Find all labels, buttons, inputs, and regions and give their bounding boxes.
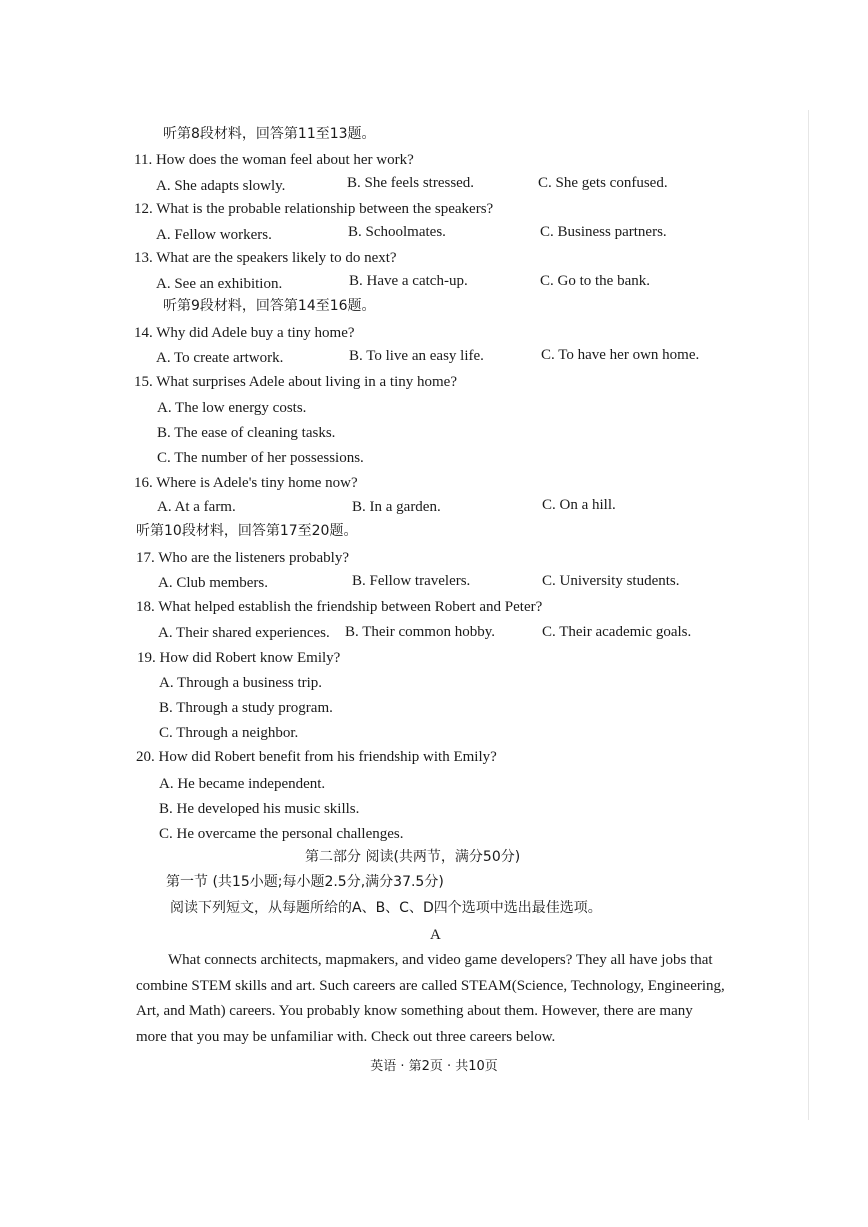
question-18-option-b: B. Their common hobby. [345,624,495,640]
question-18-stem: 18. What helped establish the friendship between Robert and Peter? [136,599,543,615]
passage-label: A [430,927,441,943]
question-15-option-b: B. The ease of cleaning tasks. [157,425,336,441]
question-18-option-a: A. Their shared experiences. [158,625,330,641]
question-17-option-b: B. Fellow travelers. [352,573,471,589]
reading-instructions: 阅读下列短文，从每题所给的A、B、C、D四个选项中选出最佳选项。 [170,900,602,916]
question-12-option-c: C. Business partners. [540,224,667,240]
question-15-option-c: C. The number of her possessions. [157,450,364,466]
scan-edge [808,110,809,1120]
question-14-option-c: C. To have her own home. [541,347,700,363]
passage-line: Art, and Math) careers. You probably know something about them. However, there are many [136,1003,693,1019]
passage-line: more that you may be unfamiliar with. Check out three careers below. [136,1028,556,1045]
question-11-option-c: C. She gets confused. [538,175,668,191]
question-14-option-b: B. To live an easy life. [349,348,484,364]
question-15-stem: 15. What surprises Adele about living in a tiny home? [134,374,457,390]
question-20-option-c: C. He overcame the personal challenges. [159,826,404,842]
question-16-option-a: A. At a farm. [157,499,236,515]
section-10-heading: 听第10段材料，回答第17至20题。 [136,523,358,539]
question-15-option-a: A. The low energy costs. [157,400,307,416]
question-12-option-b: B. Schoolmates. [348,224,446,240]
question-11-option-b: B. She feels stressed. [347,175,475,191]
question-13-option-a: A. See an exhibition. [156,276,283,292]
question-17-stem: 17. Who are the listeners probably? [136,550,349,566]
section-9-heading: 听第9段材料，回答第14至16题。 [163,298,376,314]
section-1-title: 第一节 (共15小题;每小题2.5分,满分37.5分) [166,874,444,890]
passage-line: combine STEM skills and art. Such careers are called STEAM(Science, Technology, Engineering, [136,977,725,994]
question-11-option-a: A. She adapts slowly. [156,178,286,194]
page-footer: 英语 · 第2页 · 共10页 [370,1059,498,1074]
question-18-option-c: C. Their academic goals. [542,624,692,640]
question-16-option-c: C. On a hill. [542,497,616,513]
section-8-heading: 听第8段材料，回答第11至13题。 [163,126,376,142]
question-20-option-b: B. He developed his music skills. [159,801,360,817]
question-19-option-b: B. Through a study program. [159,700,333,716]
question-12-stem: 12. What is the probable relationship between the speakers? [134,201,494,217]
question-16-stem: 16. Where is Adele's tiny home now? [134,475,358,491]
question-20-stem: 20. How did Robert benefit from his friendship with Emily? [136,749,497,765]
question-13-option-b: B. Have a catch-up. [349,273,468,289]
question-13-stem: 13. What are the speakers likely to do next? [134,250,397,266]
question-19-option-c: C. Through a neighbor. [159,725,299,741]
question-17-option-c: C. University students. [542,573,680,589]
passage-line: What connects architects, mapmakers, and video game developers? They all have jobs that [168,952,713,968]
question-20-option-a: A. He became independent. [159,776,326,792]
part-2-title: 第二部分 阅读(共两节，满分50分) [305,849,521,865]
question-16-option-b: B. In a garden. [352,499,441,515]
question-12-option-a: A. Fellow workers. [156,227,272,243]
question-11-stem: 11. How does the woman feel about her work? [134,152,414,168]
question-13-option-c: C. Go to the bank. [540,273,650,289]
question-14-stem: 14. Why did Adele buy a tiny home? [134,325,355,341]
question-17-option-a: A. Club members. [158,575,268,591]
question-19-stem: 19. How did Robert know Emily? [137,650,341,666]
question-14-option-a: A. To create artwork. [156,350,284,366]
passage-a-text [136,948,768,1050]
question-19-option-a: A. Through a business trip. [159,675,323,691]
